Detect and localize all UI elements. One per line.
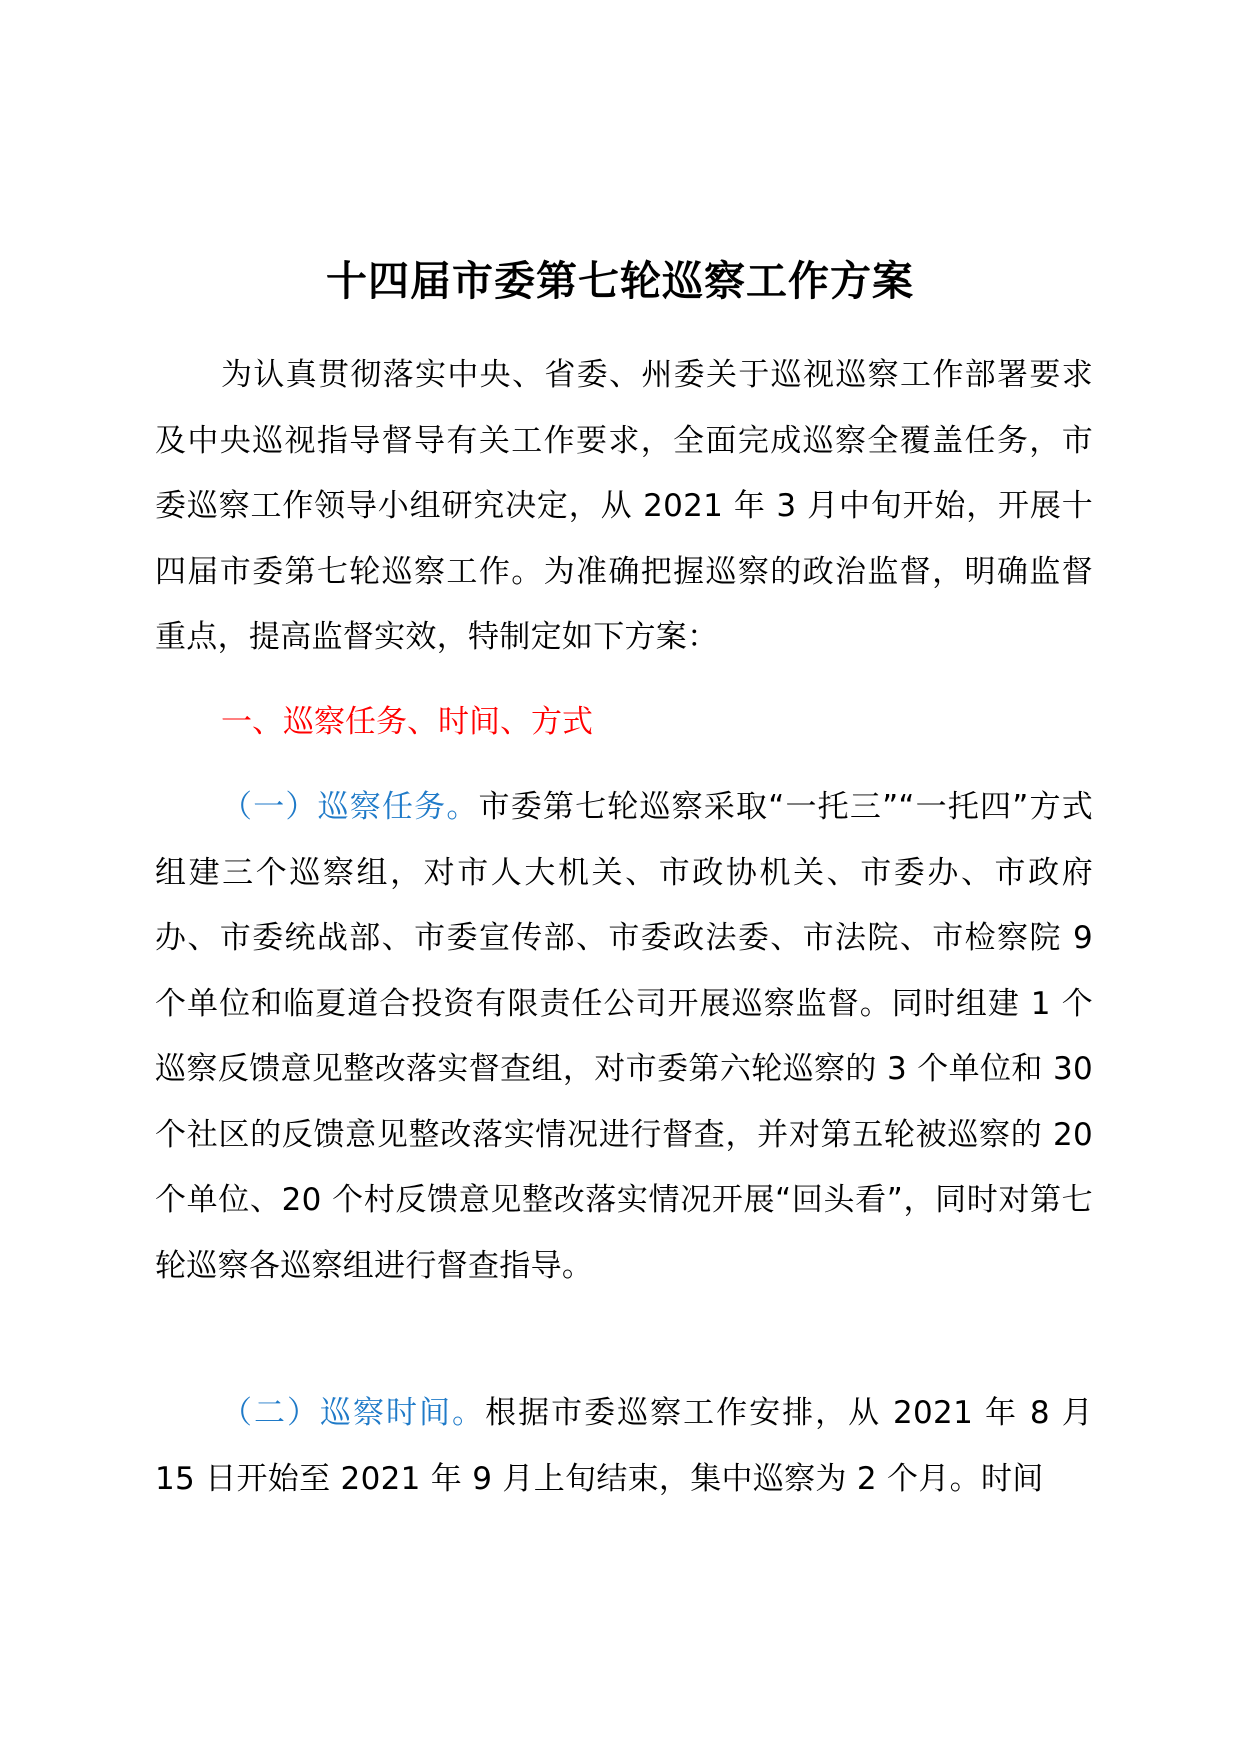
task-subheading: （一）巡察任务。 <box>221 789 479 825</box>
document-title: 十四届市委第七轮巡察工作方案 <box>326 257 914 305</box>
time-subheading: （二）巡察时间。 <box>221 1395 486 1431</box>
time-body: 根据市委巡察工作安排，从 2021 年 8 月 15 日开始至 2021 年 9 月上旬结束，集中巡察为 2 个月。时间 <box>155 1395 1093 1497</box>
time-paragraph <box>155 1381 1093 1512</box>
section-heading-1: 一、巡察任务、时间、方式 <box>221 704 593 740</box>
task-paragraph <box>155 775 1093 1299</box>
task-body: 市委第七轮巡察采取“一托三”“一托四”方式组建三个巡察组，对市人大机关、市政协机关、市委办、市政府办、市委统战部、市委宣传部、市委政法委、市法院、市检察院 9 个单位和临夏道合投资有限责任公司开展巡察监督。同时组建 1 个巡察反馈意见整改落实督查组，对市委第六轮巡察的 3 个单位和 30 个社区的反馈意见整改落实情况进行督查，并对第五轮被巡察的 20 个单位、20 个村反馈意见整改落实情况开展“回头看”，同时对第七轮巡察各巡察组进行督查指导。 <box>155 789 1093 1284</box>
intro-paragraph: 为认真贯彻落实中央、省委、州委关于巡视巡察工作部署要求及中央巡视指导督导有关工作要求，全面完成巡察全覆盖任务，市委巡察工作领导小组研究决定，从 2021 年 3 月中旬开始，开展十四届市委第七轮巡察工作。为准确把握巡察的政治监督，明确监督重点，提高监督实效，特制定如下方案： <box>155 357 1093 655</box>
